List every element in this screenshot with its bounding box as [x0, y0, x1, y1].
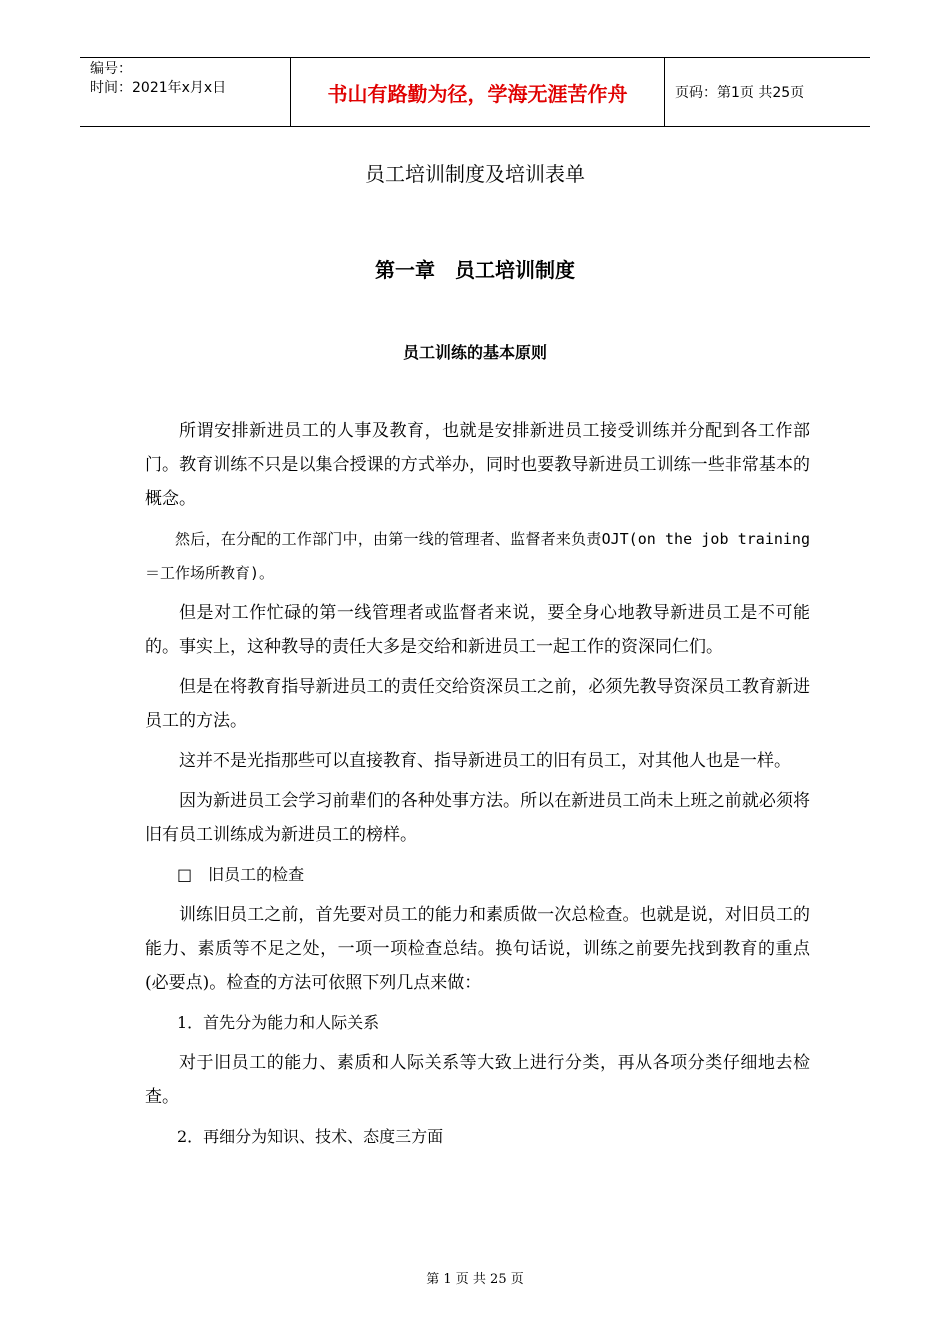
list-item: 2．再细分为知识、技术、态度三方面: [177, 1127, 444, 1146]
paragraph: 因为新进员工会学习前辈们的各种处事方法。所以在新进员工尚未上班之前就必须将旧有员工训练成为新进员工的榜样。: [145, 791, 810, 845]
document-body: [145, 414, 810, 1160]
chapter-title: 第一章 员工培训制度: [375, 258, 575, 282]
paragraph: 对于旧员工的能力、素质和人际关系等大致上进行分类，再从各项分类仔细地去检查。: [145, 1053, 810, 1107]
paragraph: 但是在将教育指导新进员工的责任交给资深员工之前，必须先教导资深员工教育新进员工的方法。: [145, 677, 810, 731]
subsection-heading: □ 旧员工的检查: [177, 865, 305, 884]
header-motto: 书山有路勤为径，学海无涯苦作舟: [291, 58, 665, 126]
paragraph: 然后，在分配的工作部门中，由第一线的管理者、监督者来负责OJT(on the job training＝工作场所教育)。: [145, 530, 810, 582]
list-item: 1．首先分为能力和人际关系: [177, 1013, 380, 1032]
header-meta: [80, 58, 291, 126]
section-title: 员工训练的基本原则: [402, 343, 547, 362]
paragraph: 这并不是光指那些可以直接教育、指导新进员工的旧有员工，对其他人也是一样。: [179, 751, 791, 771]
document-number-label: 编号：: [90, 61, 132, 77]
paragraph: 训练旧员工之前，首先要对员工的能力和素质做一次总检查。也就是说，对旧员工的能力、素质等不足之处，一项一项检查总结。换句话说，训练之前要先找到教育的重点(必要点)。检查的方法可依照下列几点来做：: [145, 905, 810, 993]
document-date: 时间：2021年x月x日: [90, 80, 227, 96]
page-header: [80, 57, 870, 127]
header-page-info: 页码：第1页 共25页: [675, 85, 805, 101]
paragraph: 但是对工作忙碌的第一线管理者或监督者来说，要全身心地教导新进员工是不可能的。事实上，这种教导的责任大多是交给和新进员工一起工作的资深同仁们。: [145, 603, 810, 657]
page-footer: 第 1 页 共 25 页: [426, 1272, 524, 1287]
paragraph: 所谓安排新进员工的人事及教育，也就是安排新进员工接受训练并分配到各工作部门。教育训练不只是以集合授课的方式举办，同时也要教导新进员工训练一些非常基本的概念。: [145, 421, 810, 509]
document-title: 员工培训制度及培训表单: [365, 162, 585, 186]
